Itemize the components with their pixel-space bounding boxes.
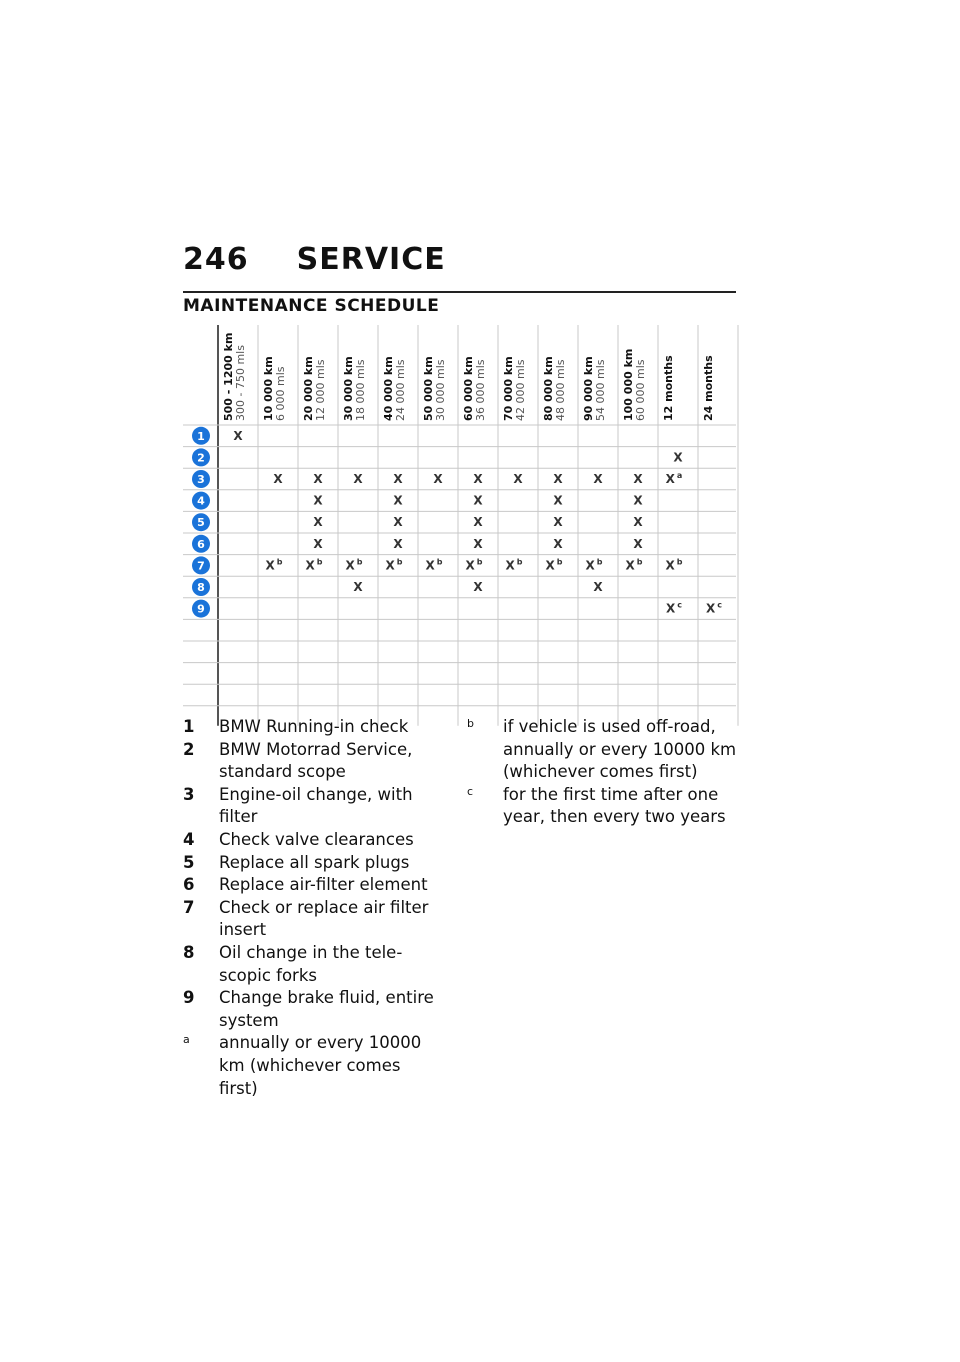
schedule-mark: X [633, 536, 643, 551]
legend-key: 2 [183, 739, 195, 759]
legend-key: 5 [183, 852, 195, 872]
legend-key: 8 [183, 942, 195, 962]
column-header-secondary: 42 000 mls [514, 359, 527, 421]
schedule-mark: X [313, 472, 323, 486]
legend-left [183, 716, 443, 1100]
schedule-mark: X $^b$ [385, 557, 403, 573]
section-title: SERVICE [296, 242, 446, 277]
schedule-mark: X [353, 580, 363, 594]
legend-text: Change brake fluid, entire system [219, 988, 434, 1030]
column-header-secondary: 36 000 mls [474, 359, 487, 421]
column-header-secondary: 300 - 750 mls [234, 345, 247, 421]
header-rule [183, 291, 736, 293]
footnote-marker: b [436, 557, 443, 567]
legend-key: 4 [183, 829, 195, 849]
legend-item [183, 987, 443, 1032]
column-header-secondary: 18 000 mls [354, 359, 367, 421]
legend-item [467, 716, 737, 784]
legend-key: 7 [183, 897, 195, 917]
column-header [422, 356, 447, 421]
schedule-mark: X [353, 472, 363, 486]
legend-text: Replace all spark plugs [219, 852, 410, 872]
column-header [542, 356, 567, 421]
schedule-mark: X $^b$ [465, 557, 483, 573]
column-header-secondary: 30 000 mls [434, 359, 447, 421]
footnote-marker: a [676, 471, 683, 480]
column-header-primary: 500 - 1200 km [222, 332, 235, 421]
column-header-primary: 100 000 km [622, 348, 635, 421]
footnote-key: a [183, 1033, 190, 1047]
column-header [262, 356, 287, 421]
row-number-label: 4 [197, 494, 205, 508]
schedule-mark: X $^b$ [425, 557, 443, 573]
column-header-secondary: 6 000 mls [274, 366, 287, 421]
maintenance-schedule-table [183, 325, 736, 707]
footnote-marker: b [676, 557, 683, 567]
row-number-label: 3 [197, 473, 205, 486]
legend-item [183, 784, 443, 829]
column-header-secondary: 60 000 mls [634, 359, 647, 421]
legend-text: BMW Running-in check [219, 717, 409, 736]
footnote-marker: c [717, 600, 723, 610]
schedule-mark: X [233, 428, 243, 443]
schedule-mark: X $^b$ [345, 557, 363, 573]
footnote-marker: b [316, 557, 323, 567]
schedule-mark: X $^b$ [265, 557, 283, 573]
legend-item [183, 852, 443, 875]
footnote-marker: b [636, 557, 643, 567]
legend-text: Replace air-filter element [219, 875, 428, 895]
schedule-mark: X $^a$ [665, 471, 683, 486]
legend-item [183, 716, 443, 739]
legend-text: Oil change in the tele-scopic forks [219, 942, 403, 985]
column-header-secondary: 48 000 mls [554, 359, 567, 421]
legend-item [183, 739, 443, 784]
column-header-primary: 50 000 km [422, 356, 435, 421]
column-header-primary: 24 months [702, 355, 715, 421]
column-header-secondary: 54 000 mls [594, 359, 607, 421]
column-header-secondary: 12 000 mls [314, 359, 327, 421]
column-header [502, 356, 527, 421]
footnote-key: c [467, 784, 474, 798]
column-header-primary: 60 000 km [462, 356, 475, 421]
column-header [582, 356, 607, 421]
footnote-marker: c [677, 600, 683, 610]
row-number-label: 2 [197, 451, 205, 465]
legend-text: Engine-oil change, with filter [219, 784, 413, 827]
column-header-primary: 20 000 km [302, 356, 315, 421]
schedule-mark: X [473, 536, 483, 551]
schedule-mark: X $^b$ [585, 557, 603, 573]
schedule-mark: X $^b$ [625, 557, 643, 573]
schedule-mark: X [633, 493, 643, 508]
schedule-mark: X [313, 515, 323, 530]
column-header-primary: 90 000 km [582, 356, 595, 421]
legend-text: annually or every 10000 km (whichever comes first) [219, 1033, 422, 1098]
row-number-label: 6 [197, 537, 205, 551]
schedule-mark: X [473, 515, 483, 530]
legend-item [183, 829, 443, 852]
legend-key: 9 [183, 988, 195, 1008]
page-header [183, 242, 446, 277]
schedule-mark: X $^b$ [505, 557, 523, 573]
schedule-mark: X [313, 493, 323, 508]
schedule-mark: X [473, 493, 483, 508]
column-header-primary: 10 000 km [262, 356, 275, 421]
column-header-primary: 80 000 km [542, 356, 555, 421]
legend-item [183, 874, 443, 897]
page-number: 246 [183, 242, 249, 277]
footnote-marker: b [476, 557, 483, 567]
legend-key: 1 [183, 717, 195, 736]
legend-text: Check valve clearances [219, 829, 414, 849]
schedule-mark: X [593, 580, 603, 594]
footnote-marker: b [356, 557, 363, 567]
schedule-mark: X $^b$ [305, 557, 323, 573]
legend-item [183, 897, 443, 942]
footnote-key: b [467, 717, 474, 730]
column-header-primary: 40 000 km [382, 356, 395, 421]
schedule-mark: X [313, 536, 323, 551]
schedule-mark: X [273, 472, 283, 486]
footnote-marker: b [276, 557, 283, 567]
schedule-mark: X [553, 536, 563, 551]
schedule-mark: X $^c$ [705, 600, 723, 616]
schedule-title: MAINTENANCE SCHEDULE [183, 296, 440, 316]
column-header [342, 356, 367, 421]
schedule-mark: X [473, 580, 483, 594]
legend-key: 6 [183, 875, 195, 895]
legend-item [183, 942, 443, 987]
schedule-mark: X [393, 493, 403, 508]
footnote-marker: b [596, 557, 603, 567]
column-header [302, 356, 327, 421]
legend-text: Check or replace air filter insert [219, 897, 429, 940]
schedule-mark: X [473, 472, 483, 486]
schedule-mark: X [393, 536, 403, 551]
column-header [622, 349, 647, 421]
schedule-mark: X [553, 472, 563, 486]
schedule-mark: X [393, 472, 403, 486]
legend-text: for the first time after one year, then every two years [503, 784, 726, 827]
schedule-mark: X [593, 472, 603, 486]
schedule-mark: X [433, 472, 443, 486]
column-header-secondary: 24 000 mls [394, 359, 407, 421]
schedule-mark: X [553, 515, 563, 530]
footnote-marker: b [396, 557, 403, 567]
schedule-mark: X [633, 472, 643, 486]
column-header [702, 355, 715, 421]
column-header-primary: 70 000 km [502, 356, 515, 421]
column-header-primary: 30 000 km [342, 356, 355, 421]
schedule-mark: X $^b$ [665, 557, 683, 573]
schedule-mark: X [633, 515, 643, 530]
row-number-label: 5 [197, 516, 205, 530]
schedule-mark: X [553, 493, 563, 508]
schedule-mark: X [513, 472, 523, 486]
column-header [222, 333, 247, 421]
row-number-label: 8 [197, 581, 205, 594]
column-header [462, 356, 487, 421]
column-header [382, 356, 407, 421]
legend-right [467, 716, 737, 829]
legend-text: if vehicle is used off-road, annually or every 10000 km (whichever comes first) [503, 717, 737, 782]
schedule-mark: X $^c$ [665, 600, 683, 616]
row-number-label: 7 [197, 559, 205, 573]
row-number-label: 1 [197, 429, 205, 443]
legend-item [467, 784, 737, 829]
row-number-label: 9 [197, 602, 205, 616]
legend-text: BMW Motorrad Service, standard scope [219, 739, 413, 782]
schedule-mark: X [673, 450, 683, 465]
schedule-mark: X [393, 515, 403, 530]
legend-item [183, 1032, 443, 1100]
legend-key: 3 [183, 784, 195, 804]
schedule-mark: X $^b$ [545, 557, 563, 573]
footnote-marker: b [556, 557, 563, 567]
column-header-primary: 12 months [662, 355, 675, 421]
footnote-marker: b [516, 557, 523, 567]
column-header [662, 355, 675, 421]
